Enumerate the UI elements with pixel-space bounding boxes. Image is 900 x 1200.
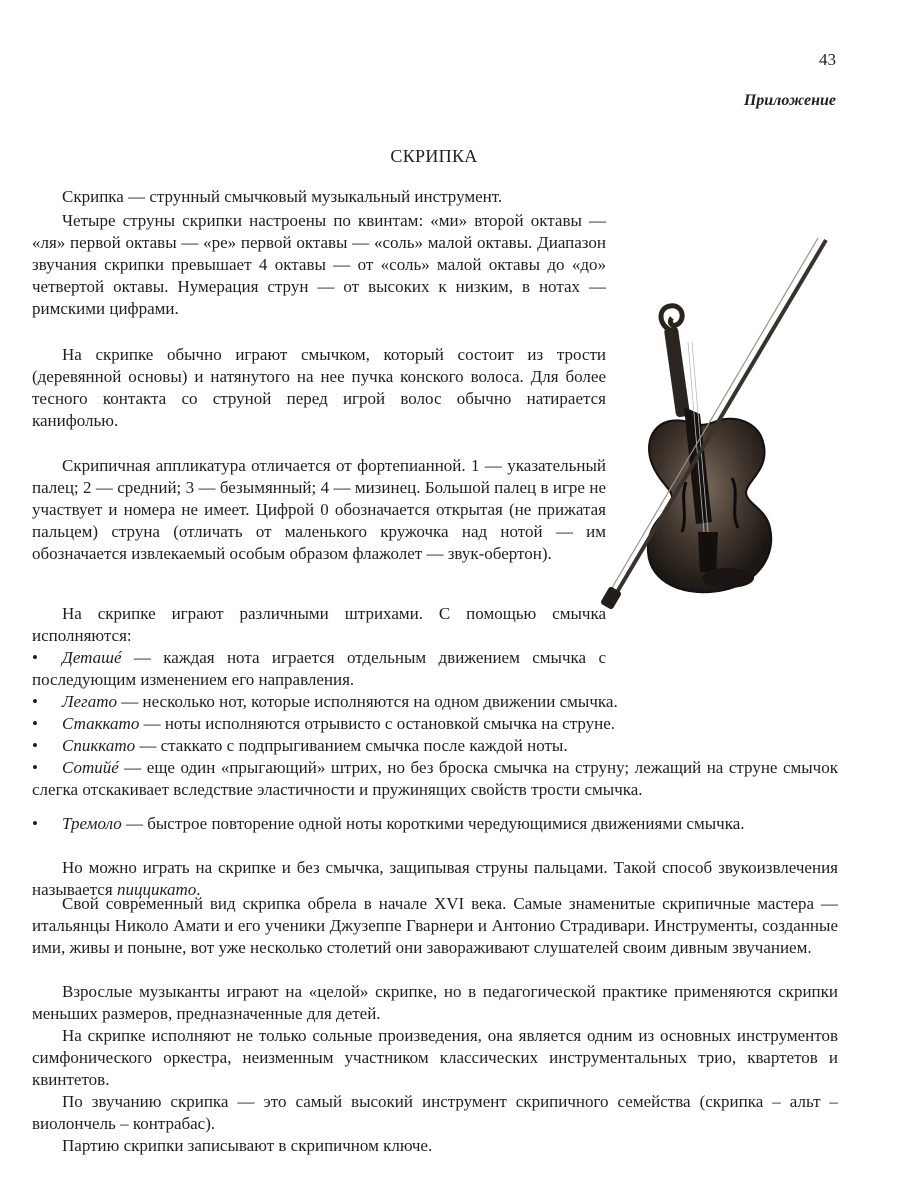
bullet-icon: • [32,648,38,667]
sizes-paragraph: Взрослые музыканты играют на «целой» скрипке, но в педагогической практике применяются скрипки меньших размеров, предназначенные для детей. [32,982,838,1023]
pizzicato-end: . [196,880,201,899]
stroke-description: — быстрое повторение одной ноты короткими чередующимися движениями смычка. [121,814,745,833]
pizzicato-text: Но можно играть на скрипке и без смычка, защипывая струны пальцами. Такой способ звукоизвлечения называется [32,858,838,899]
section-header: Приложение [743,92,836,109]
page-title: СКРИПКА [390,146,478,166]
violin-with-bow-icon [600,232,840,612]
pizzicato-term: пиццикато [116,880,197,899]
strings-paragraph: Четыре струны скрипки настроены по квинтам: «ми» второй октавы — «ля» первой октавы — «ре» первой октавы — «соль» малой октавы. Диапазон звучания скрипки превышает 4 октавы — от «соль» малой октавы до «до» четвертой октавы. Нумерация струн — от высоких к низким, в нотах — римскими цифрами. [32,211,606,318]
stroke-item [32,713,838,735]
bow-paragraph: На скрипке обычно играют смычком, который состоит из трости (деревянной основы) и натянутого на нее пучка конского волоса. Для более тесного контакта со струной перед игрой волос обычно натирается канифолью. [32,345,606,430]
intro-paragraph: Скрипка — струнный смычковый музыкальный инструмент. [62,187,503,206]
stroke-description: — еще один «прыгающий» штрих, но без броска смычка на струну; лежащий на струне смычок слегка отскакивает вследствие эластичности и пружинящих свойств трости смычка. [32,758,838,799]
history-paragraph: Свой современный вид скрипка обрела в начале XVI века. Самые знаменитые скрипичные мастера — итальянцы Николо Амати и его ученики Джузеппе Гварнери и Антонио Страдивари. Инструменты, созданные ими, живы и поныне, вот уже несколько столетий они завораживают слушателей своим дивным звучанием. [32,894,838,957]
clef-paragraph: Партию скрипки записывают в скрипичном ключе. [62,1136,433,1155]
bullet-icon: • [32,692,38,711]
stroke-term: Стаккато [62,714,140,733]
stroke-description: — ноты исполняются отрывисто с остановкой смычка на струне. [139,714,616,733]
stroke-term: Легато [62,692,117,711]
stroke-item [32,813,838,835]
stroke-term: Спиккато [62,736,136,755]
family-paragraph: По звучанию скрипка — это самый высокий инструмент скрипичного семейства (скрипка – альт – виолончель – контрабас). [32,1092,838,1133]
stroke-description: — несколько нот, которые исполняются на одном движении смычка. [116,692,618,711]
stroke-item [32,735,838,757]
stroke-item [32,691,838,713]
stroke-item [32,757,838,801]
fingering-paragraph: Скрипичная аппликатура отличается от фортепианной. 1 — указательный палец; 2 — средний; 3 — безымянный; 4 — мизинец. Большой палец в игре не участвует и номера не имеет. Цифрой 0 обозначается открытая (не прижатая пальцем) струна (отличать от маленького кружочка над нотой — им обозначается извлекаемый особым образом флажолет — звук-обертон). [32,456,606,563]
stroke-description: — стаккато с подпрыгиванием смычка после каждой ноты. [135,736,568,755]
bullet-icon: • [32,736,38,755]
stroke-item [32,647,606,691]
stroke-description: — каждая нота играется отдельным движением смычка с последующим изменением его направления. [32,648,606,689]
stroke-term: Деташé [62,648,122,667]
bullet-icon: • [32,758,38,777]
page-number: 43 [819,50,836,69]
stroke-term: Тремоло [62,814,122,833]
stroke-term: Сотийé [62,758,119,777]
bullet-icon: • [32,714,38,733]
strokes-intro-paragraph: На скрипке играют различными штрихами. С помощью смычка исполняются: [32,604,606,645]
orchestra-paragraph: На скрипке исполняют не только сольные произведения, она является одним из основных инструментов симфонического оркестра, неизменным участником классических инструментальных трио, квартетов и квинтетов. [32,1026,838,1089]
bullet-icon: • [32,814,38,833]
